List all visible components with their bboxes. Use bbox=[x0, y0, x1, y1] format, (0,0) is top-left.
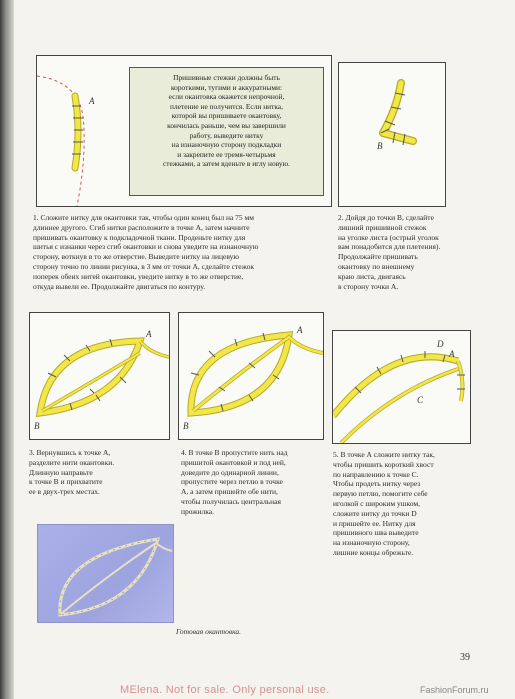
figure-step-4 bbox=[178, 312, 324, 440]
figure-step-5-drawing bbox=[333, 331, 470, 443]
tip-note-text: Пришивные стежки должны быть короткими, тугими и аккуратными: если окантовка окажется непрочной, плетение не получится. Если нитка, которой вы пришиваете окантовку, кончилась раньше, чем вы завершили работу, выведите нитку на изнаночную сторону подкладки и закрепите ее тремя-четырьмя стежками, а затем вденьте в иглу новую. bbox=[162, 73, 291, 169]
site-watermark: FashionForum.ru bbox=[420, 685, 489, 695]
label-c-5: С bbox=[417, 395, 424, 405]
step-3-text: 3. Вернувшись к точке А, разделите нити окантовки. Длинную направьте к точке В и прихватите ее в двух-трех местах. bbox=[29, 448, 115, 497]
finished-leaf-photo bbox=[37, 524, 174, 623]
step-4-text: 4. В точке В пропустите нить над пришитой окантовкой и под ней, доведите до одинарной линии, пропустите через петлю в точке А, а затем пришейте обе нити, чтобы получилась центральная прожилка. bbox=[181, 448, 288, 516]
figure-step-5 bbox=[332, 330, 471, 444]
label-a-5: А bbox=[449, 349, 455, 359]
tip-note-box bbox=[129, 67, 324, 196]
figure-step-3-drawing bbox=[30, 313, 169, 439]
label-d-5: D bbox=[437, 339, 444, 349]
figure-step-4-drawing bbox=[179, 313, 323, 439]
photo-caption: Готовая окантовка. bbox=[176, 627, 242, 636]
label-b-4: В bbox=[183, 421, 189, 431]
label-b-3: В bbox=[34, 421, 40, 431]
finished-leaf-drawing bbox=[38, 525, 173, 622]
step-2-text: 2. Дойдя до точки В, сделайте лишний пришивной стежок на уголке листа (острый уголок вам понадобится для плетения). Продолжайте пришивать окантовку по внешнему краю листа, двигаясь в сторону точки А. bbox=[338, 213, 441, 291]
figure-step-1 bbox=[36, 55, 332, 207]
label-a-3: А bbox=[146, 329, 152, 339]
label-b: В bbox=[377, 141, 383, 151]
watermark: MElena. Not for sale. Only personal use. bbox=[120, 684, 330, 696]
page-number: 39 bbox=[460, 652, 470, 663]
step-5-text: 5. В точке А сложите нитку так, чтобы пришить короткий хвост по направлению к точке С. Чтобы продеть нитку через первую петлю, помогите себе иголкой с широким ушком, сложите нитку до точки D и пришейте ее. Нитку для пришивного шва выведите на изнаночную сторону, лишние концы обрежьте. bbox=[333, 450, 435, 557]
label-a-4: А bbox=[297, 325, 303, 335]
step-1-text: 1. Сложите нитку для окантовки так, чтобы один конец был на 75 мм длиннее другого. Сгиб нитки расположите в точке А, затем начните пришивать окантовку к подкладочной ткани. Проденьте нитку для шитья с изнанки через сгиб окантовки и снова уведите на изнаночную сторону, воткнув в то же отверстие. Выведите нитку на лицевую сторону точно по линии рисунка, в 3 мм от точки А, сделайте стежок поперек обеих нитей окантовки, уведите нитку в то же отверстие, откуда вывели ее. Продолжайте двигаться по контуру. bbox=[33, 213, 259, 291]
figure-step-2-drawing bbox=[339, 63, 445, 206]
label-a: А bbox=[89, 96, 95, 106]
figure-step-3 bbox=[29, 312, 170, 440]
figure-step-2 bbox=[338, 62, 446, 207]
book-spine-shadow bbox=[0, 0, 14, 699]
